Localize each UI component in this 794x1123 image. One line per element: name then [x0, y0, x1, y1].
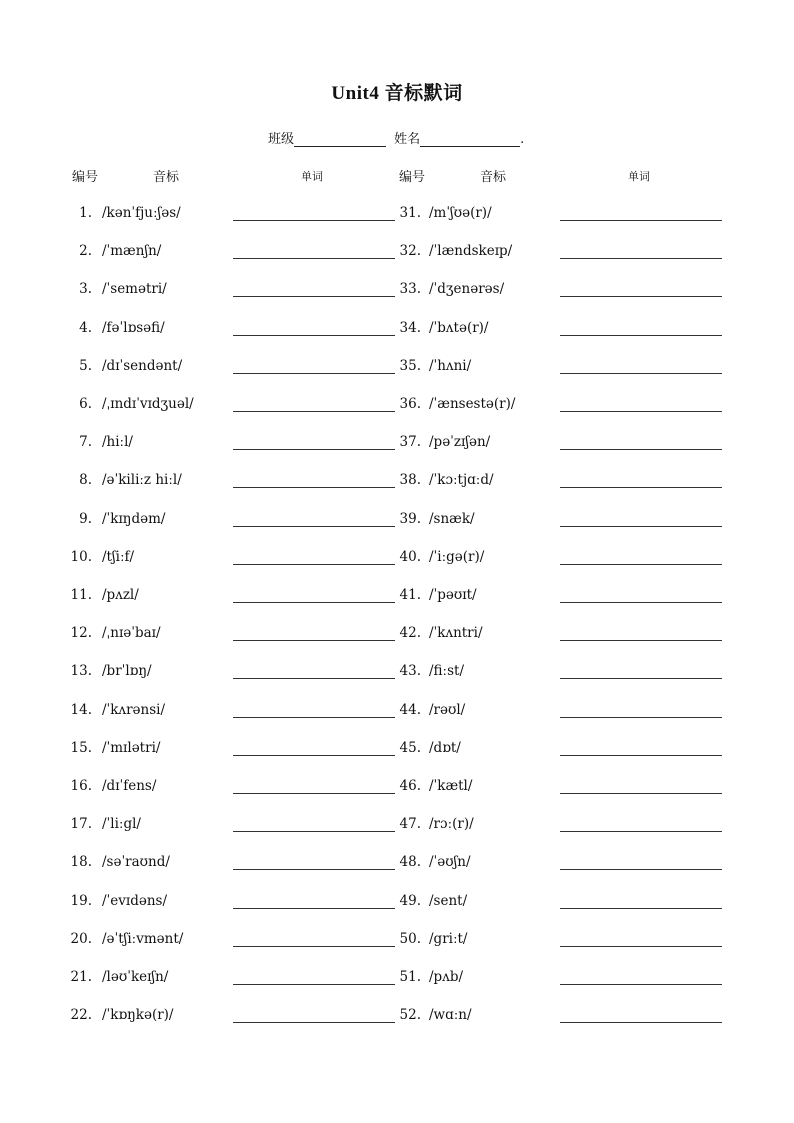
header-phonetic-left: 音标 — [153, 170, 180, 185]
item-number: 39. — [399, 511, 421, 527]
item-number: 37. — [399, 434, 421, 450]
answer-blank[interactable] — [560, 984, 722, 985]
item-number: 11. — [70, 587, 92, 603]
item-number: 17. — [70, 816, 92, 832]
answer-blank[interactable] — [560, 220, 722, 221]
answer-blank[interactable] — [560, 258, 722, 259]
answer-blank[interactable] — [233, 487, 395, 488]
item-phonetic: /ˈevɪdəns/ — [102, 893, 167, 909]
item-phonetic: /rɔː(r)/ — [429, 816, 474, 832]
item-number: 9. — [79, 511, 92, 527]
answer-blank[interactable] — [560, 487, 722, 488]
class-blank[interactable] — [294, 132, 386, 147]
item-number: 31. — [399, 205, 421, 221]
item-phonetic: /dɪˈfens/ — [102, 778, 157, 794]
header-word-left: 单词 — [301, 170, 323, 183]
item-number: 52. — [399, 1007, 421, 1023]
item-number: 22. — [70, 1007, 92, 1023]
item-phonetic: /ˈliːgl/ — [102, 816, 141, 832]
name-blank[interactable] — [420, 132, 520, 147]
answer-blank[interactable] — [560, 564, 722, 565]
item-phonetic: /tʃiːf/ — [102, 549, 135, 565]
item-phonetic: /kənˈfjuːʃəs/ — [102, 205, 181, 221]
answer-blank[interactable] — [560, 335, 722, 336]
item-phonetic: /rəʊl/ — [429, 702, 466, 718]
item-number: 32. — [399, 243, 421, 259]
item-number: 43. — [399, 663, 421, 679]
item-phonetic: /ˈbʌtə(r)/ — [429, 320, 489, 336]
item-phonetic: /ˈsemətri/ — [102, 281, 167, 297]
answer-blank[interactable] — [233, 526, 395, 527]
class-label: 班级 — [268, 132, 295, 147]
answer-blank[interactable] — [233, 220, 395, 221]
item-number: 36. — [399, 396, 421, 412]
answer-blank[interactable] — [233, 678, 395, 679]
answer-blank[interactable] — [233, 793, 395, 794]
answer-blank[interactable] — [560, 908, 722, 909]
item-number: 46. — [399, 778, 421, 794]
answer-blank[interactable] — [560, 869, 722, 870]
item-phonetic: /wɑːn/ — [429, 1007, 472, 1023]
item-number: 8. — [79, 472, 92, 488]
item-number: 42. — [399, 625, 421, 641]
answer-blank[interactable] — [560, 296, 722, 297]
class-name-line — [268, 128, 524, 147]
item-number: 45. — [399, 740, 421, 756]
item-phonetic: /ˈmænʃn/ — [102, 243, 162, 259]
item-phonetic: /brˈlɒŋ/ — [102, 663, 152, 679]
item-number: 35. — [399, 358, 421, 374]
item-phonetic: /fiːst/ — [429, 663, 465, 679]
answer-blank[interactable] — [233, 411, 395, 412]
item-phonetic: /sent/ — [429, 893, 468, 909]
item-number: 5. — [79, 358, 92, 374]
item-phonetic: /dɒt/ — [429, 740, 461, 756]
item-phonetic: /ˈænsestə(r)/ — [429, 396, 516, 412]
item-number: 16. — [70, 778, 92, 794]
item-number: 4. — [79, 320, 92, 336]
item-number: 44. — [399, 702, 421, 718]
header-number-left: 编号 — [72, 170, 99, 185]
item-phonetic: /ˈdʒenərəs/ — [429, 281, 505, 297]
item-number: 49. — [399, 893, 421, 909]
item-phonetic: /ˈiːgə(r)/ — [429, 549, 485, 565]
item-number: 3. — [79, 281, 92, 297]
item-phonetic: /ləʊˈkeɪʃn/ — [102, 969, 169, 985]
item-phonetic: /ˈkætl/ — [429, 778, 473, 794]
item-number: 19. — [70, 893, 92, 909]
answer-blank[interactable] — [560, 946, 722, 947]
item-phonetic: /ˈəʊʃn/ — [429, 854, 471, 870]
header-number-right: 编号 — [399, 170, 426, 185]
answer-blank[interactable] — [560, 717, 722, 718]
answer-blank[interactable] — [560, 526, 722, 527]
answer-blank[interactable] — [233, 373, 395, 374]
item-phonetic: /fəˈlɒsəfi/ — [102, 320, 165, 336]
page-title: Unit4 音标默词 — [331, 83, 463, 104]
item-number: 33. — [399, 281, 421, 297]
item-phonetic: /ˈkʌrənsi/ — [102, 702, 165, 718]
item-number: 10. — [70, 549, 92, 565]
answer-blank[interactable] — [560, 678, 722, 679]
item-number: 18. — [70, 854, 92, 870]
answer-blank[interactable] — [233, 717, 395, 718]
item-phonetic: /ˈmɪlətri/ — [102, 740, 161, 756]
answer-blank[interactable] — [233, 564, 395, 565]
answer-blank[interactable] — [560, 1022, 722, 1023]
item-number: 21. — [70, 969, 92, 985]
item-phonetic: /dɪˈsendənt/ — [102, 358, 183, 374]
item-phonetic: /mˈʃʊə(r)/ — [429, 205, 492, 221]
item-phonetic: /ˈpəʊɪt/ — [429, 587, 477, 603]
item-number: 40. — [399, 549, 421, 565]
item-phonetic: /əˈkiliːz hiːl/ — [102, 472, 182, 488]
answer-blank[interactable] — [560, 602, 722, 603]
item-phonetic: /ˈkɪŋdəm/ — [102, 511, 166, 527]
answer-blank[interactable] — [560, 793, 722, 794]
item-number: 12. — [70, 625, 92, 641]
answer-blank[interactable] — [560, 755, 722, 756]
item-number: 2. — [79, 243, 92, 259]
answer-blank[interactable] — [560, 411, 722, 412]
item-number: 6. — [79, 396, 92, 412]
trailing-dot: . — [520, 132, 525, 147]
answer-blank[interactable] — [233, 869, 395, 870]
answer-blank[interactable] — [233, 755, 395, 756]
name-label: 姓名 — [394, 132, 421, 147]
answer-blank[interactable] — [233, 602, 395, 603]
item-number: 1. — [79, 205, 92, 221]
answer-blank[interactable] — [233, 640, 395, 641]
item-number: 20. — [70, 931, 92, 947]
item-number: 48. — [399, 854, 421, 870]
item-number: 38. — [399, 472, 421, 488]
item-phonetic: /ˈlændskeɪp/ — [429, 243, 513, 259]
answer-blank[interactable] — [233, 946, 395, 947]
item-number: 41. — [399, 587, 421, 603]
answer-blank[interactable] — [233, 335, 395, 336]
answer-blank[interactable] — [560, 831, 722, 832]
item-number: 51. — [399, 969, 421, 985]
item-phonetic: /pʌb/ — [429, 969, 464, 985]
item-phonetic: /ˈkɔːtjɑːd/ — [429, 472, 494, 488]
answer-blank[interactable] — [560, 373, 722, 374]
answer-blank[interactable] — [233, 984, 395, 985]
answer-blank[interactable] — [233, 1022, 395, 1023]
item-number: 7. — [79, 434, 92, 450]
item-phonetic: /hiːl/ — [102, 434, 133, 450]
answer-blank[interactable] — [560, 640, 722, 641]
item-number: 15. — [70, 740, 92, 756]
item-phonetic: /pəˈzɪʃən/ — [429, 434, 491, 450]
answer-blank[interactable] — [233, 908, 395, 909]
answer-blank[interactable] — [560, 449, 722, 450]
item-phonetic: /griːt/ — [429, 931, 468, 947]
answer-blank[interactable] — [233, 831, 395, 832]
item-phonetic: /ˈkɒŋkə(r)/ — [102, 1007, 174, 1023]
header-phonetic-right: 音标 — [480, 170, 507, 185]
header-word-right: 单词 — [628, 170, 650, 183]
answer-blank[interactable] — [233, 258, 395, 259]
item-phonetic: /pʌzl/ — [102, 587, 139, 603]
item-phonetic: /ˌɪndɪˈvɪdʒuəl/ — [102, 396, 194, 412]
answer-blank[interactable] — [233, 449, 395, 450]
item-phonetic: /ˈhʌni/ — [429, 358, 472, 374]
item-number: 13. — [70, 663, 92, 679]
item-number: 14. — [70, 702, 92, 718]
item-phonetic: /ˈkʌntri/ — [429, 625, 483, 641]
item-phonetic: /əˈtʃiːvmənt/ — [102, 931, 184, 947]
item-phonetic: /ˌnɪəˈbaɪ/ — [102, 625, 161, 641]
item-number: 34. — [399, 320, 421, 336]
item-number: 50. — [399, 931, 421, 947]
answer-blank[interactable] — [233, 296, 395, 297]
item-number: 47. — [399, 816, 421, 832]
item-phonetic: /səˈraʊnd/ — [102, 854, 170, 870]
item-phonetic: /snæk/ — [429, 511, 475, 527]
